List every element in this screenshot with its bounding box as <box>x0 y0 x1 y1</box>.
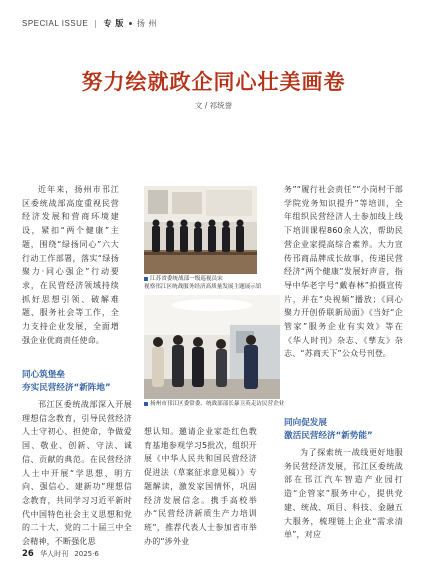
section1-paragraph: 邗江区委统战部深入开展理想信念教育，引导民营经济人士守初心、担使命，争做爱国、敬业、创新、守法、诚信、贡献的典范。在民营经济人士中开展“学思想、明方向、强信心、建新功”理想信念教育，共同学习习近平新时代中国特色社会主义思想和党的二十大、党的二十届三中全会精神，不断强化思 <box>22 400 132 547</box>
page-number: 26 <box>22 549 34 559</box>
bottom-photo <box>144 295 280 399</box>
region-label: 扬 州 <box>136 19 157 28</box>
bottom-photo-caption <box>144 401 284 409</box>
special-issue-label: SPECIAL ISSUE <box>22 19 89 28</box>
magazine-name: 华人时刊 <box>40 550 69 558</box>
column2-paragraph: 想认知。邀请企业家赴红色教育基地参观学习5批次，组织开展《中华人民共和国民营经济促进法（草案征求意见稿）》专题解读，激发家国情怀，巩固经济发展信念。携手高校举办“民营经济新质生产力培训班”，推荐代表人士参加省市举办的“涉外业 <box>144 427 257 546</box>
caption-marker-icon <box>144 402 148 406</box>
top-photo-caption <box>144 276 262 291</box>
section2-paragraph: 为了探索统一战线更好地服务民营经济发展，邗江区委统战部在邗江汽车智造产业园打造“企管家”服务中心，提供党建、统战、项目、科技、金融五大服务，梳理链上企业“需求清单”，对应 <box>284 448 403 540</box>
section1-heading-a: 同心筑堡垒 <box>22 370 65 380</box>
intro-paragraph: 近年来，扬州市邗江区委统战部高度重视民营经济发展和营商环境建设，紧扣“两个健康”主题，围绕“绿扬同心”六大行动工作部署，落实“绿扬聚力·同心强企”行动要求，在民营经济领域持续抓好思想引领、破解难题、服务社会等工作，全力支持企业发展，全面增强企业优商责任使命。 <box>22 185 119 345</box>
section1-heading-b: 夯实民营经济“新阵地” <box>22 383 111 393</box>
section2-heading-a: 同向促发展 <box>284 418 327 428</box>
page-header <box>22 18 157 29</box>
article-title: 努力绘就政企同心壮美画卷 <box>81 70 346 94</box>
top-photo <box>144 186 257 274</box>
top-caption-line2: 视察邗江区统战服务经济高质量发展主题展示馆 <box>144 283 262 290</box>
section2-heading-b: 激活民营经济“新势能” <box>284 431 373 441</box>
bottom-caption-text: 扬州市邗江区委常委、统战部部长暴卫英走访民营企业 <box>150 401 285 407</box>
column-label: 专 版 <box>103 19 124 28</box>
article-author: 文 / 祁统誉 <box>194 101 233 110</box>
caption-marker-icon <box>144 277 148 281</box>
page-footer <box>22 549 99 559</box>
top-caption-line1: 江苏省委统战部一级巡视员宋 <box>150 276 223 282</box>
header-divider: | <box>94 19 98 28</box>
meeting-room-photo <box>144 186 257 274</box>
column3-paragraph: 务”“履行社会责任”“小岗村干部学院党务知识提升”等培训，全年组织民营经济人士参加线上线下培训课程860余人次，帮助民营企业家提高综合素养。大力宣传邗商品牌成长故事，传递民营经济“两个健康”发展好声音，指导中华老字号“戴春林”拍摄宣传片，并在“央视频”播放；《同心聚力开创侨联新局面》《当好“企管家”服务企业有实效》等在《华人时刊》杂志、《孳友》杂志、“苏商天下”公众号刊登。 <box>284 185 403 359</box>
issue-number: 2025·6 <box>74 550 99 558</box>
factory-visit-photo <box>144 295 280 399</box>
header-dot-icon <box>129 22 132 25</box>
